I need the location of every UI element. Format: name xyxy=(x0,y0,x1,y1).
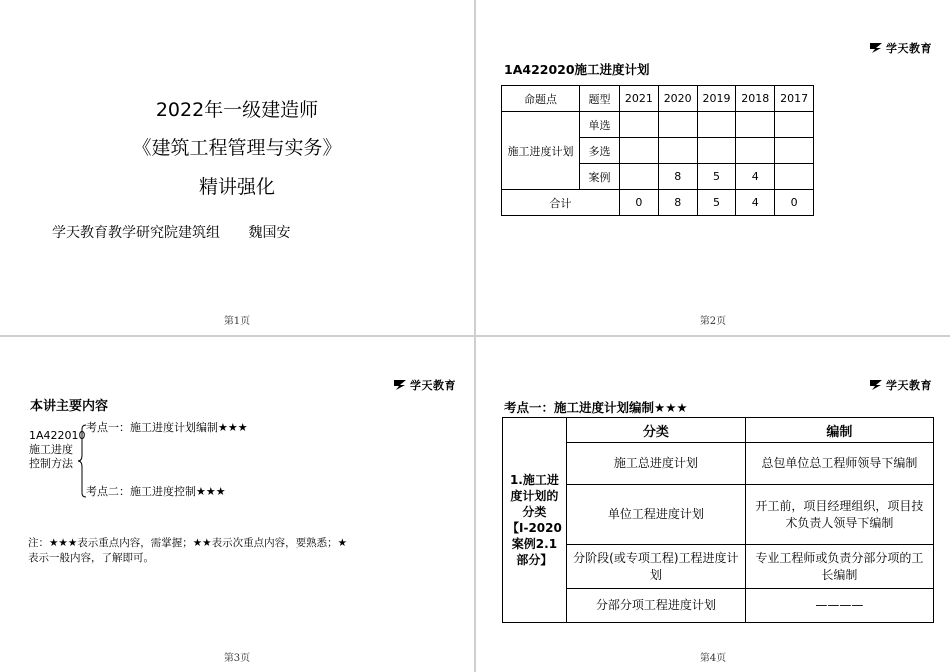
value-cell: 8 xyxy=(658,164,697,190)
value-cell xyxy=(736,112,775,138)
slide-page-3 xyxy=(0,337,474,672)
course-subject-title: 《建筑工程管理与实务》 xyxy=(132,137,342,159)
table-row xyxy=(503,443,934,485)
category-cell: 分阶段(或专项工程)工程进度计划 xyxy=(566,545,745,589)
header-cell: 2021 xyxy=(620,86,659,112)
author-name: 魏国安 xyxy=(248,225,291,241)
outline-item-1: 考点一：施工进度计划编制★★★ xyxy=(86,421,248,434)
exam-stats-table xyxy=(501,85,814,216)
value-cell xyxy=(697,138,736,164)
table-row xyxy=(503,485,934,545)
value-cell xyxy=(620,164,659,190)
header-cell: 2018 xyxy=(736,86,775,112)
header-compile: 编制 xyxy=(745,418,933,443)
type-cell: 多选 xyxy=(580,138,620,164)
brand-mark-icon xyxy=(869,42,883,54)
brand-logo xyxy=(393,377,456,393)
value-cell xyxy=(775,112,814,138)
course-year-title: 2022年一级建造师 xyxy=(155,99,319,121)
author-line xyxy=(52,222,314,242)
course-subtitle: 精讲强化 xyxy=(198,176,275,198)
outline-title: 本讲主要内容 xyxy=(30,399,109,414)
brand-mark-icon xyxy=(869,379,883,391)
category-group-cell: 1.施工进度计划的分类【Ⅰ-2020案例2.1部分】 xyxy=(503,418,567,623)
compile-cell: 总包单位总工程师领导下编制 xyxy=(745,443,933,485)
compile-cell: 专业工程师或负责分部分项的工长编制 xyxy=(745,545,933,589)
slide-page-4 xyxy=(476,337,950,672)
header-cell: 2019 xyxy=(697,86,736,112)
table-row xyxy=(503,545,934,589)
type-cell: 单选 xyxy=(580,112,620,138)
brand-logo xyxy=(869,377,932,393)
brand-mark-icon xyxy=(393,379,407,391)
table-header-row xyxy=(503,418,934,443)
section-title: 考点一：施工进度计划编制★★★ xyxy=(504,400,688,415)
page-number: 第2页 xyxy=(699,316,727,327)
header-cell: 2017 xyxy=(775,86,814,112)
compile-cell: ———— xyxy=(745,589,933,623)
compile-cell: 开工前，项目经理组织，项目技术负责人领导下编制 xyxy=(745,485,933,545)
brand-name: 学天教育 xyxy=(886,42,932,55)
slide-page-1 xyxy=(0,0,474,335)
value-cell xyxy=(658,138,697,164)
outline-item-2: 考点二：施工进度控制★★★ xyxy=(86,485,226,498)
plan-classification-table xyxy=(502,417,934,623)
page-number: 第4页 xyxy=(699,653,727,664)
value-cell xyxy=(775,138,814,164)
type-cell: 案例 xyxy=(580,164,620,190)
table-row xyxy=(502,112,814,138)
header-cell: 题型 xyxy=(580,86,620,112)
total-cell: 0 xyxy=(775,190,814,216)
page-number: 第3页 xyxy=(223,653,251,664)
total-cell: 0 xyxy=(620,190,659,216)
total-cell: 4 xyxy=(736,190,775,216)
header-cell: 命题点 xyxy=(502,86,580,112)
author-org: 学天教育教学研究院建筑组 xyxy=(52,225,220,241)
section-title: 1A422020施工进度计划 xyxy=(504,62,650,77)
value-cell: 4 xyxy=(736,164,775,190)
topic-cell: 施工进度计划 xyxy=(502,112,580,190)
value-cell xyxy=(697,112,736,138)
brand-name: 学天教育 xyxy=(886,379,932,392)
total-label: 合计 xyxy=(502,190,620,216)
category-cell: 施工总进度计划 xyxy=(566,443,745,485)
outline-root-text: 控制方法 xyxy=(29,457,73,470)
outline-root-code: 1A422010 xyxy=(29,429,86,442)
header-cell: 2020 xyxy=(658,86,697,112)
value-cell xyxy=(620,138,659,164)
outline-root-text: 施工进度 xyxy=(29,443,73,456)
brand-name: 学天教育 xyxy=(410,379,456,392)
header-category: 分类 xyxy=(566,418,745,443)
total-row xyxy=(502,190,814,216)
value-cell xyxy=(620,112,659,138)
brand-logo xyxy=(869,40,932,56)
table-row xyxy=(503,589,934,623)
category-cell: 分部分项工程进度计划 xyxy=(566,589,745,623)
total-cell: 5 xyxy=(697,190,736,216)
total-cell: 8 xyxy=(658,190,697,216)
value-cell xyxy=(775,164,814,190)
table-header-row xyxy=(502,86,814,112)
value-cell xyxy=(736,138,775,164)
value-cell xyxy=(658,112,697,138)
slide-page-2 xyxy=(476,0,950,335)
value-cell: 5 xyxy=(697,164,736,190)
page-number: 第1页 xyxy=(223,316,251,327)
category-cell: 单位工程进度计划 xyxy=(566,485,745,545)
star-legend-note: 注：★★★表示重点内容，需掌握；★★表示次重点内容，要熟悉；★表示一般内容，了解即可。 xyxy=(28,537,347,564)
